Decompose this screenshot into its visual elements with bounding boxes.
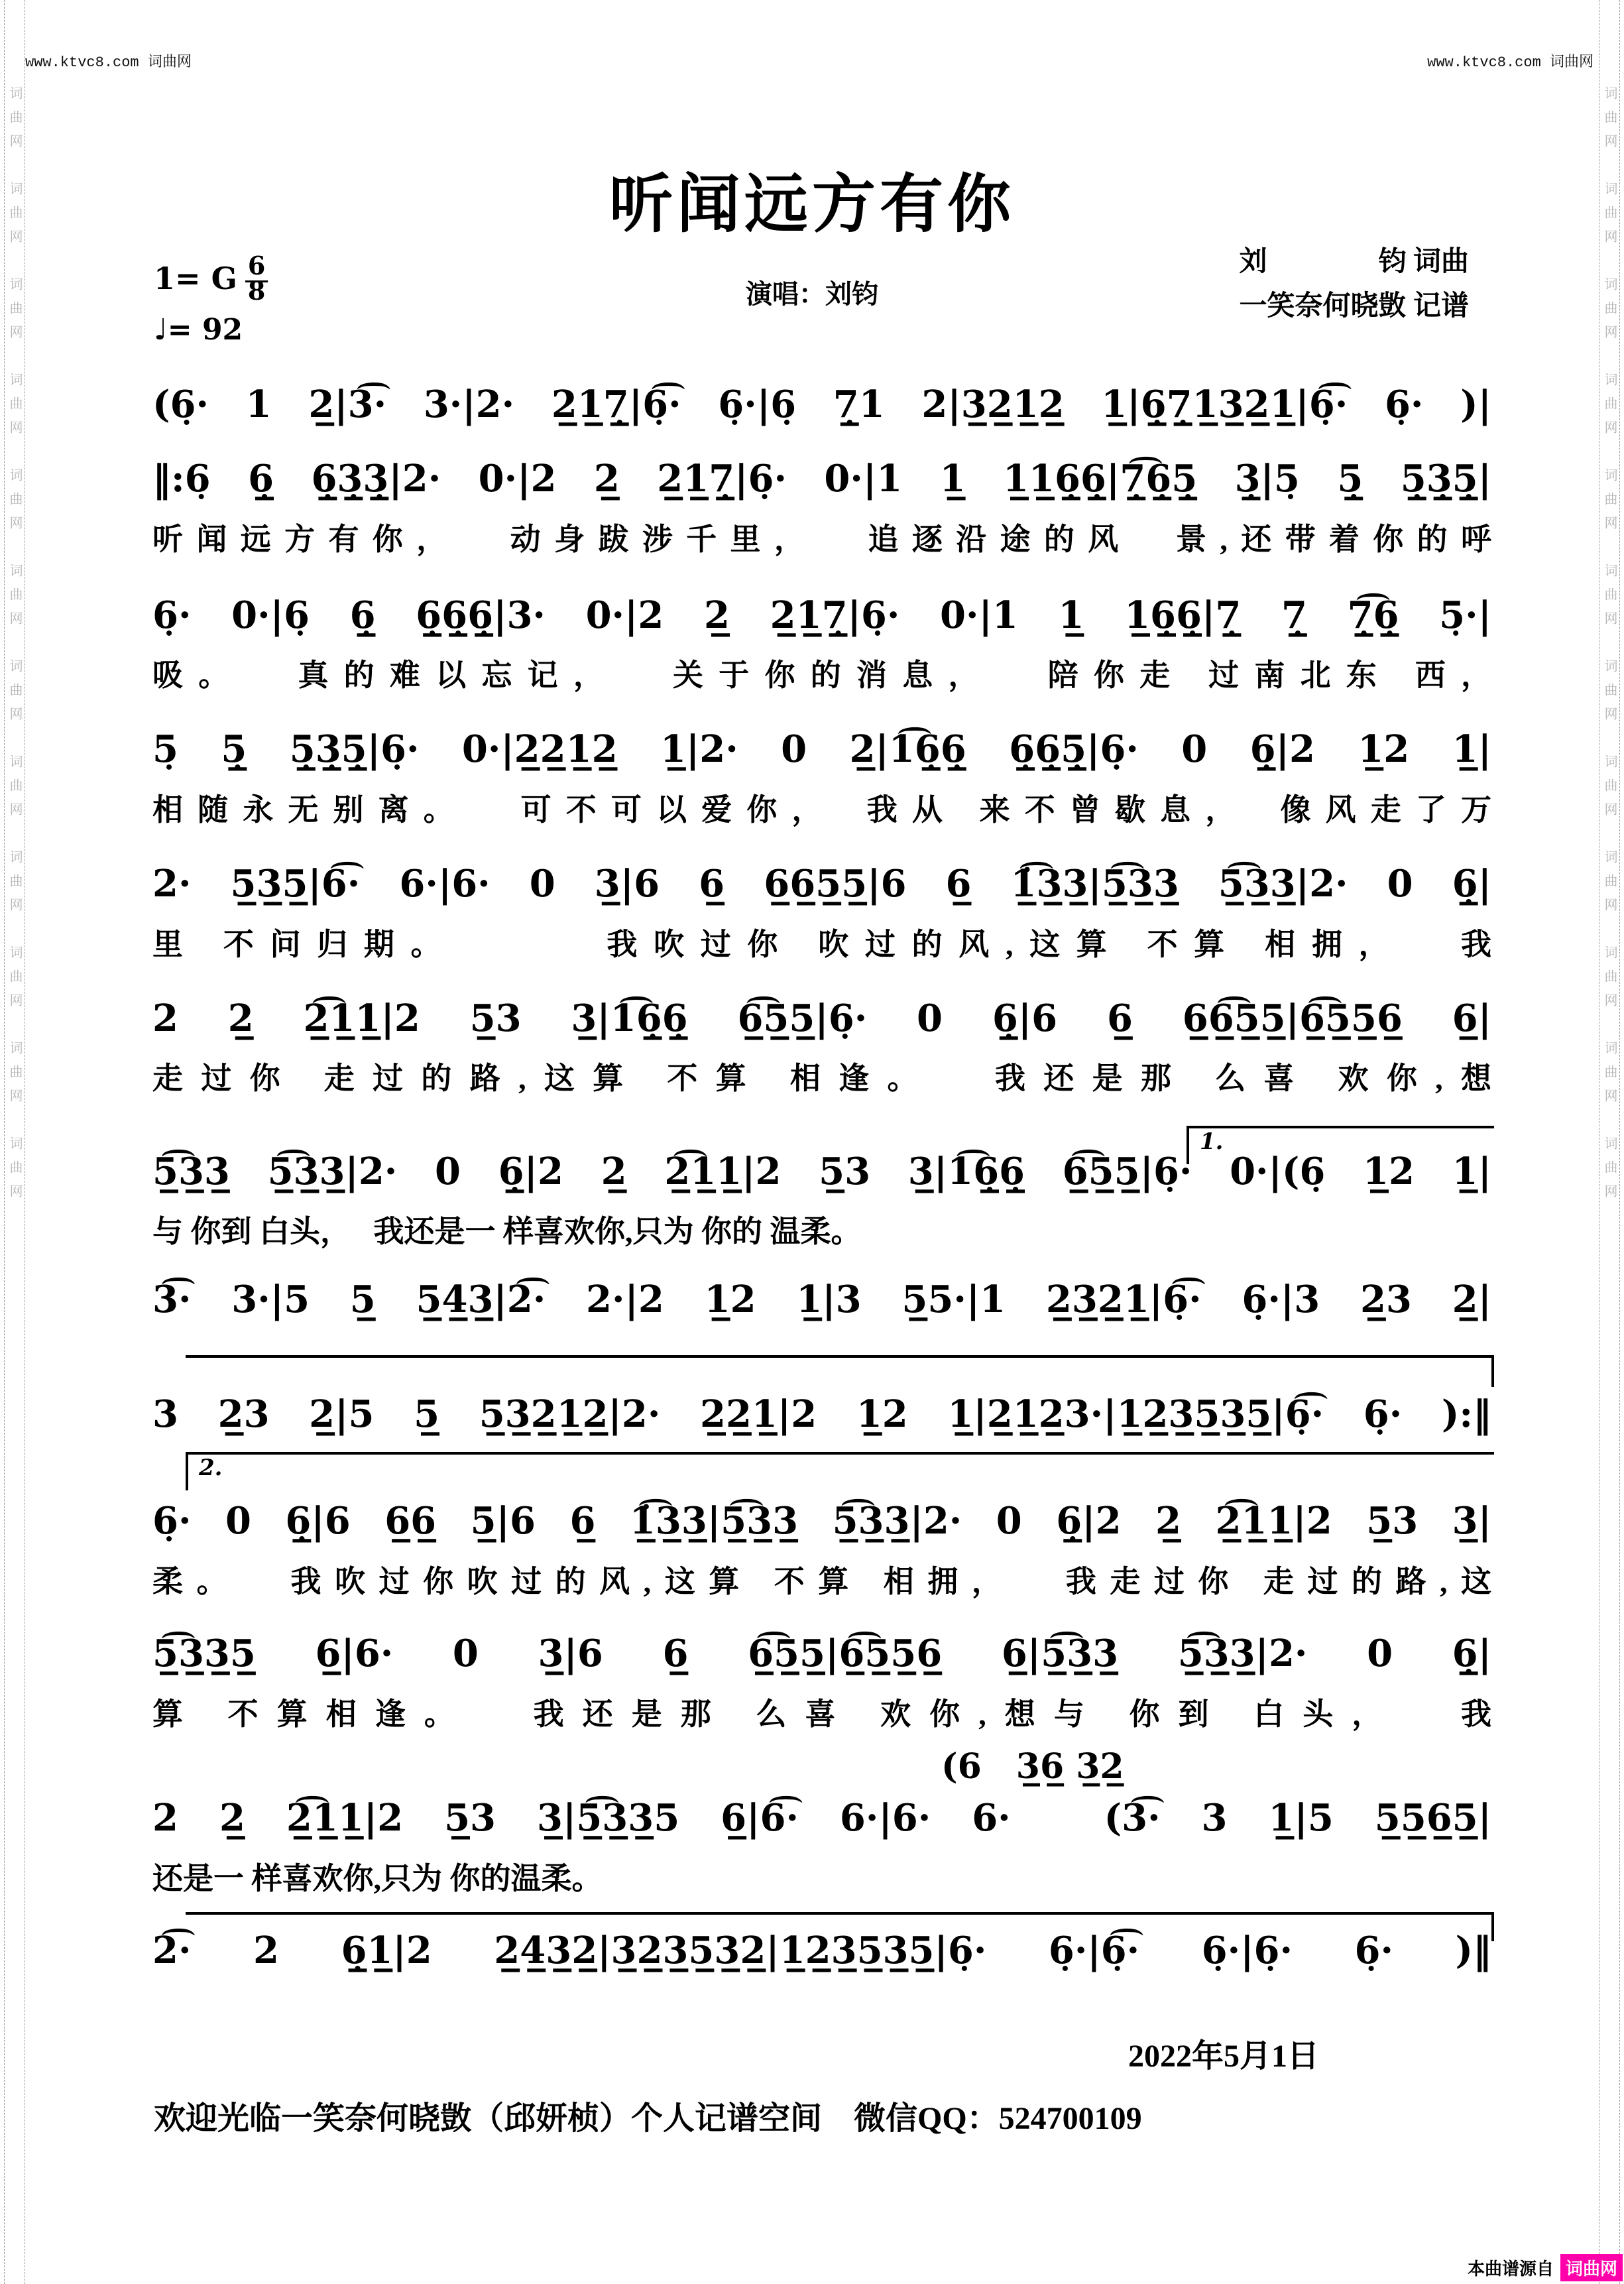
- time-signature-denominator: 8: [247, 276, 266, 306]
- key-signature: 1= G: [154, 261, 237, 296]
- lyrics-line-12: 还是一 样喜欢你,只为 你的温柔。: [152, 1862, 603, 1895]
- music-line-11: 5̲͡3̲3̲5̲ 6̲|6· 0 3̲|6 6̲ 6̲͡5̲5̲|6̲͡5̲5̲6̲ 6̲|5̲͡3̲3̲ 5̲͡3̲3̲|2· 0 6̲̣|: [152, 1632, 1491, 1675]
- source-site-badge: 词曲网: [1560, 2254, 1623, 2281]
- volta-1-label: 1.: [1200, 1128, 1224, 1155]
- lyrics-line-10: 柔。 我吹过你吹过的风,这算 不算 相拥， 我走过你 走过的路,这: [152, 1565, 1491, 1598]
- music-line-1: (6̣· 1 2̲|3͡· 3·|2· 2̲1̲7̲̣|6̣͡· 6̣·|6̣ 7̲̣1 2|3̲2̲1̲2̲ 1̲|6̲̣7̲̣1̲3̲2̲1̲|6̣͡· 6̣· )|: [152, 383, 1491, 426]
- performer-credit: 演唱：刘钧: [746, 279, 878, 309]
- lyrics-line-3: 吸。 真的难以忘记， 关于你的消息， 陪你走 过南北东 西，: [152, 658, 1491, 692]
- watermark-top-left: www.ktvc8.com 词曲网: [25, 54, 192, 71]
- tempo-marking: ♩= 92: [154, 313, 243, 347]
- music-line-6: 2 2̲ 2̲͡1̲1̲|2 5̲3 3̲|1͡6̲̣6̲̣ 6̲͡5̲5̲|6̣· 0 6̲̣|6 6̲ 6̲6̲͡5̲5̲|6̲͡5̲5̲6̲ 6̲|: [152, 996, 1491, 1040]
- music-line-13: 2͡· 2 6̲̣1̲|2 2̲4̲3̲2̲|3̲2̲3̲5̲3̲2̲|1̲2̲3̲5̲3̲5̲|6̣· 6̣·|6̣͡· 6̣·|6̣· 6̣· )‖: [152, 1929, 1491, 1972]
- volta-2-bracket: [186, 1452, 1494, 1490]
- music-line-10: 6̣· 0 6̲̣|6 6̲6̲ 5̲|6 6̲ 1̲̇͡3̲3̲|5̲͡3̲3̲ 5̲͡3̲3̲|2· 0 6̲̣|2 2̲ 2̲͡1̲1̲|2 5̲3 3̲|: [152, 1499, 1491, 1543]
- lyrics-line-4: 相随永无别离。 可不可以爱你， 我从 来不曾歇息， 像风走了万: [152, 793, 1491, 827]
- music-line-5: 2· 5̲3̲5̲|6͡· 6·|6· 0 3̲|6 6̲ 6̲6̲5̲5̲|6 6̲ 1̲̇͡3̲3̲|5̲͡3̲3̲ 5̲͡3̲3̲|2· 0 6̲̣|: [152, 862, 1491, 906]
- music-line-2: ‖:6̣ 6̲̣ 6̲̣3̲̣3̲̣|2· 0·|2 2̲ 2̲1̲7̲̣|6̣· 0·|1 1̲ 1̲1̲6̲̣6̲̣|7̲̣͡6̲̣5̲̣ 3̲̣|5̣ 5̲̣ 5̲̣3̲̣5̲̣|: [152, 457, 1491, 501]
- welcome-note: 欢迎光临一笑奈何晓敳（邱妍桢）个人记谱空间 微信QQ：524700109: [154, 2101, 1142, 2136]
- volta-1-continuation-line: [186, 1355, 1494, 1387]
- left-watermark-strip: 词曲网 词曲网 词曲网 词曲网 词曲网 词曲网 词曲网 词曲网 词曲网 词曲网 词曲网 词曲网: [4, 0, 25, 2284]
- credits-block: [1239, 240, 1469, 329]
- music-line-3: 6̣· 0·|6̣ 6̲̣ 6̲̣6̲̣6̲̣|3· 0·|2 2̲ 2̲1̲7̲̣|6̣· 0·|1 1̲ 1̲6̲̣6̲̣|7̲̣ 7̲̣ 7̲̣͡6̲̣ 5̣·|: [152, 593, 1491, 637]
- music-line-8: 3͡· 3·|5 5̲ 5̲4̲3̲|2͡· 2·|2 1̲2 1̲|3 5̲5·|1 2̲3̲2̲1̲|6̣͡· 6̣·|3 2̲3 2̲|: [152, 1278, 1491, 1321]
- right-watermark-strip: 词曲网 词曲网 词曲网 词曲网 词曲网 词曲网 词曲网 词曲网 词曲网 词曲网 词曲网 词曲网: [1599, 0, 1620, 2284]
- lyrics-line-6: 走过你 走过的路,这算 不算 相逢。 我还是那 么喜 欢你,想: [152, 1061, 1491, 1095]
- transcriber-credit: 一笑奈何晓敳 记谱: [1239, 291, 1469, 322]
- words-music-credit: 刘 钧 词曲: [1239, 247, 1469, 277]
- music-line-4: 5̣ 5̲̣ 5̲̣3̲̣5̲̣|6̣· 0·|2̲2̲1̲2̲ 1̲|2· 0 2̲|1͡6̲̣6̲̣ 6̲̣6̲̣5̲̣|6̣· 0 6̲̣|2 1̲2 1̲|: [152, 727, 1491, 771]
- music-line-12: 2 2̲ 2̲͡1̲1̲|2 5̲3 3̲|5̲͡3̲3̲5 6̲|6͡· 6·|6· 6· (3͡· 3 1̲|5 5̲5̲6̲5̲|: [152, 1796, 1492, 1840]
- volta-2-label: 2.: [199, 1455, 223, 1481]
- lyrics-line-5: 里 不问归期。 我吹过你 吹过的风,这算 不算 相拥， 我: [152, 928, 1491, 961]
- lyrics-line-11: 算 不算相逢。 我还是那 么喜 欢你,想与 你到 白头， 我: [152, 1697, 1491, 1731]
- lyrics-line-2: 听闻远方有你， 动身跋涉千里， 追逐沿途的风 景,还带着你的呼: [152, 522, 1491, 556]
- source-attribution: [1468, 2254, 1623, 2281]
- lyrics-line-7: 与 你到 白头， 我还是一 样喜欢你,只为 你的 温柔。: [152, 1215, 862, 1248]
- watermark-top-right: www.ktvc8.com 词曲网: [1427, 54, 1594, 71]
- time-signature-numerator: 6: [245, 251, 268, 282]
- source-prefix: 本曲谱源自: [1467, 2259, 1554, 2279]
- song-title: 听闻远方有你: [609, 169, 1015, 240]
- transcription-date: 2022年5月1日: [1128, 2039, 1319, 2074]
- music-line-7: 5̲͡3̲3̲ 5̲͡3̲3̲|2· 0 6̲̣|2 2̲ 2̲͡1̲1̲|2 5̲3 3̲|1͡6̲̣6̲̣ 6̲͡5̲5̲|6̣· 0·|(6̣ 1̲2 1̲|: [152, 1150, 1491, 1193]
- music-line-9: 3 2̲3 2̲|5 5̲ 5̲3̲2̲1̲2̲|2· 2̲2̲1̲|2 1̲2 1̲|2̲1̲2̲3·|1̲2̲3̲5̲3̲5̲|6̣͡· 6̣· ):‖: [152, 1392, 1491, 1436]
- parenthetical-notes: (6 3̲6̲ 3̲2̲: [941, 1746, 1124, 1787]
